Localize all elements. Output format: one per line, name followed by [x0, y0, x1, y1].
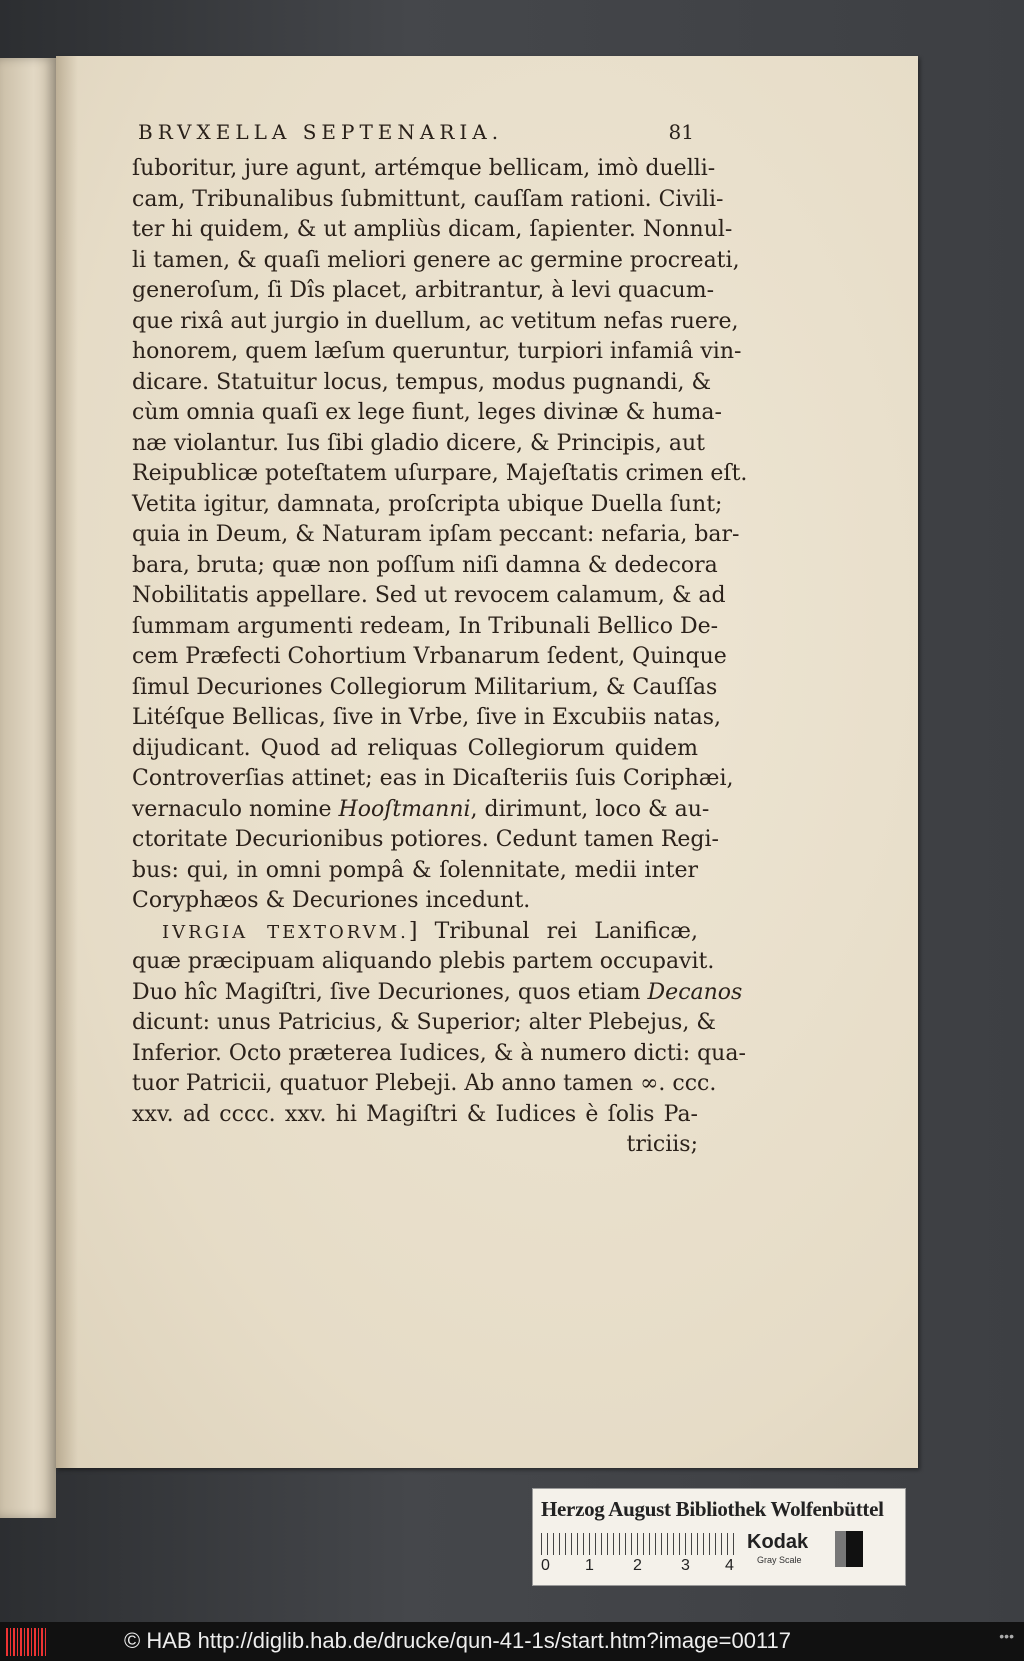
- text-line: ctoritate Decurionibus potiores. Cedunt tamen Regi-: [132, 827, 719, 852]
- text-line: honorem, quem læſum queruntur, turpiori infamiâ vin-: [132, 339, 742, 364]
- gray-patch: [835, 1531, 863, 1567]
- library-label: Herzog August Bibliothek Wolfenbüttel: [541, 1497, 884, 1521]
- text-line: Controverſias attinet; eas in Dicaſteriis ſuis Coriphæi,: [132, 766, 734, 791]
- text-line: næ violantur. Ius ſibi gladio dicere, & Principis, aut: [132, 430, 705, 456]
- text-fragment: , dirimunt, loco & au-: [470, 796, 710, 822]
- text-line: bara, bruta; quæ non poſſum niſi damna & dedecora: [132, 552, 718, 578]
- text-fragment: Duo hîc Magiſtri, ſive Decuriones, quos etiam: [132, 979, 648, 1005]
- running-head: [138, 120, 694, 150]
- ruler-numbers: [541, 1557, 741, 1577]
- paragraph-opening: [132, 917, 698, 948]
- kodak-logo: Kodak: [747, 1531, 809, 1553]
- previous-page-edge: [0, 58, 56, 1518]
- text-line: dicare. Statuitur locus, tempus, modus pugnandi, &: [132, 369, 712, 395]
- ruler-number: 4: [725, 1557, 734, 1574]
- body-text: [132, 154, 748, 1161]
- section-heading: IVRGIA TEXTORVM.: [162, 921, 409, 943]
- more-options-icon[interactable]: •••: [999, 1628, 1014, 1644]
- text-line: generoſum, ſi Dîs placet, arbitrantur, à levi quacum-: [132, 278, 715, 303]
- text-line: Vetita igitur, damnata, proſcripta ubique Duella ſunt;: [132, 491, 723, 517]
- italic-term: Hooſtmanni: [338, 796, 471, 822]
- text-line: ſuboritur, jure agunt, artémque bellicam, imò duelli-: [132, 156, 716, 181]
- text-line: quia in Deum, & Naturam ipſam peccant: nefaria, bar-: [132, 522, 740, 547]
- text-line: dicunt: unus Patricius, & Superior; alter Plebejus, &: [132, 1010, 716, 1035]
- text-line: cùm omnia quaſi ex lege fiunt, leges divinæ & huma-: [132, 400, 722, 425]
- running-title: BRVXELLA SEPTENARIA.: [138, 120, 504, 144]
- text-line: ſummam argumenti redeam, In Tribunali Bellico De-: [132, 613, 719, 639]
- catchword: triciis;: [626, 1132, 698, 1157]
- text-line: tuor Patricii, quatuor Plebeji. Ab anno tamen ∞. ccc.: [132, 1071, 717, 1096]
- ruler-number: 0: [541, 1557, 550, 1574]
- text-line: Inferior. Octo præterea Iudices, & à numero dicti: qua-: [132, 1040, 746, 1066]
- text-line: cem Præfecti Cohortium Vrbanarum ſedent, Quinque: [132, 644, 727, 669]
- color-target-card: [532, 1488, 906, 1586]
- text-line: cam, Tribunalibus ſubmittunt, cauſſam rationi. Civili-: [132, 186, 724, 212]
- source-url[interactable]: © HAB http://diglib.hab.de/drucke/qun-41-1s/start.htm?image=00117: [124, 1628, 792, 1653]
- ruler-number: 2: [633, 1557, 642, 1574]
- folio-number: 81: [668, 120, 694, 144]
- ruler-number: 3: [681, 1557, 690, 1574]
- text-line: xxv. ad cccc. xxv. hi Magiſtri & Iudices è ſolis Pa-: [132, 1101, 698, 1127]
- text-line: bus: qui, in omni pompâ & ſolennitate, medii inter: [132, 857, 698, 883]
- text-line-with-italic: [132, 795, 710, 826]
- gray-scale-label: Gray Scale: [757, 1555, 802, 1565]
- viewer-footer-bar: [0, 1622, 1024, 1661]
- text-line: li tamen, & quaſi meliori genere ac germine procreati,: [132, 247, 740, 273]
- text-line: Reipublicæ poteſtatem uſurpare, Majeſtatis crimen eſt.: [132, 461, 748, 486]
- text-line: quæ præcipuam aliquando plebis partem occupavit.: [132, 949, 715, 974]
- text-fragment: ] Tribunal rei Lanificæ,: [408, 918, 698, 944]
- text-line: Nobilitatis appellare. Sed ut revocem calamum, & ad: [132, 583, 726, 608]
- text-line: Litéſque Bellicas, ſive in Vrbe, ſive in Excubiis natas,: [132, 705, 721, 730]
- page-gutter-shadow: [56, 56, 78, 1468]
- ruler-number: 1: [585, 1557, 594, 1574]
- text-line: ter hi quidem, & ut ampliùs dicam, ſapienter. Nonnul-: [132, 217, 733, 242]
- text-line: ſimul Decuriones Collegiorum Militarium, & Cauſſas: [132, 674, 718, 700]
- text-line: que rixâ aut jurgio in duellum, ac vetitum nefas ruere,: [132, 308, 739, 334]
- ruler-scale: [541, 1533, 737, 1555]
- text-line: dijudicant. Quod ad reliquas Collegiorum quidem: [132, 735, 698, 761]
- text-line: Coryphæos & Decuriones incedunt.: [132, 888, 531, 913]
- text-line-with-italic: [132, 978, 743, 1009]
- italic-term: Decanos: [647, 979, 743, 1005]
- barcode-icon: [6, 1628, 48, 1656]
- text-fragment: vernaculo nomine: [132, 796, 339, 822]
